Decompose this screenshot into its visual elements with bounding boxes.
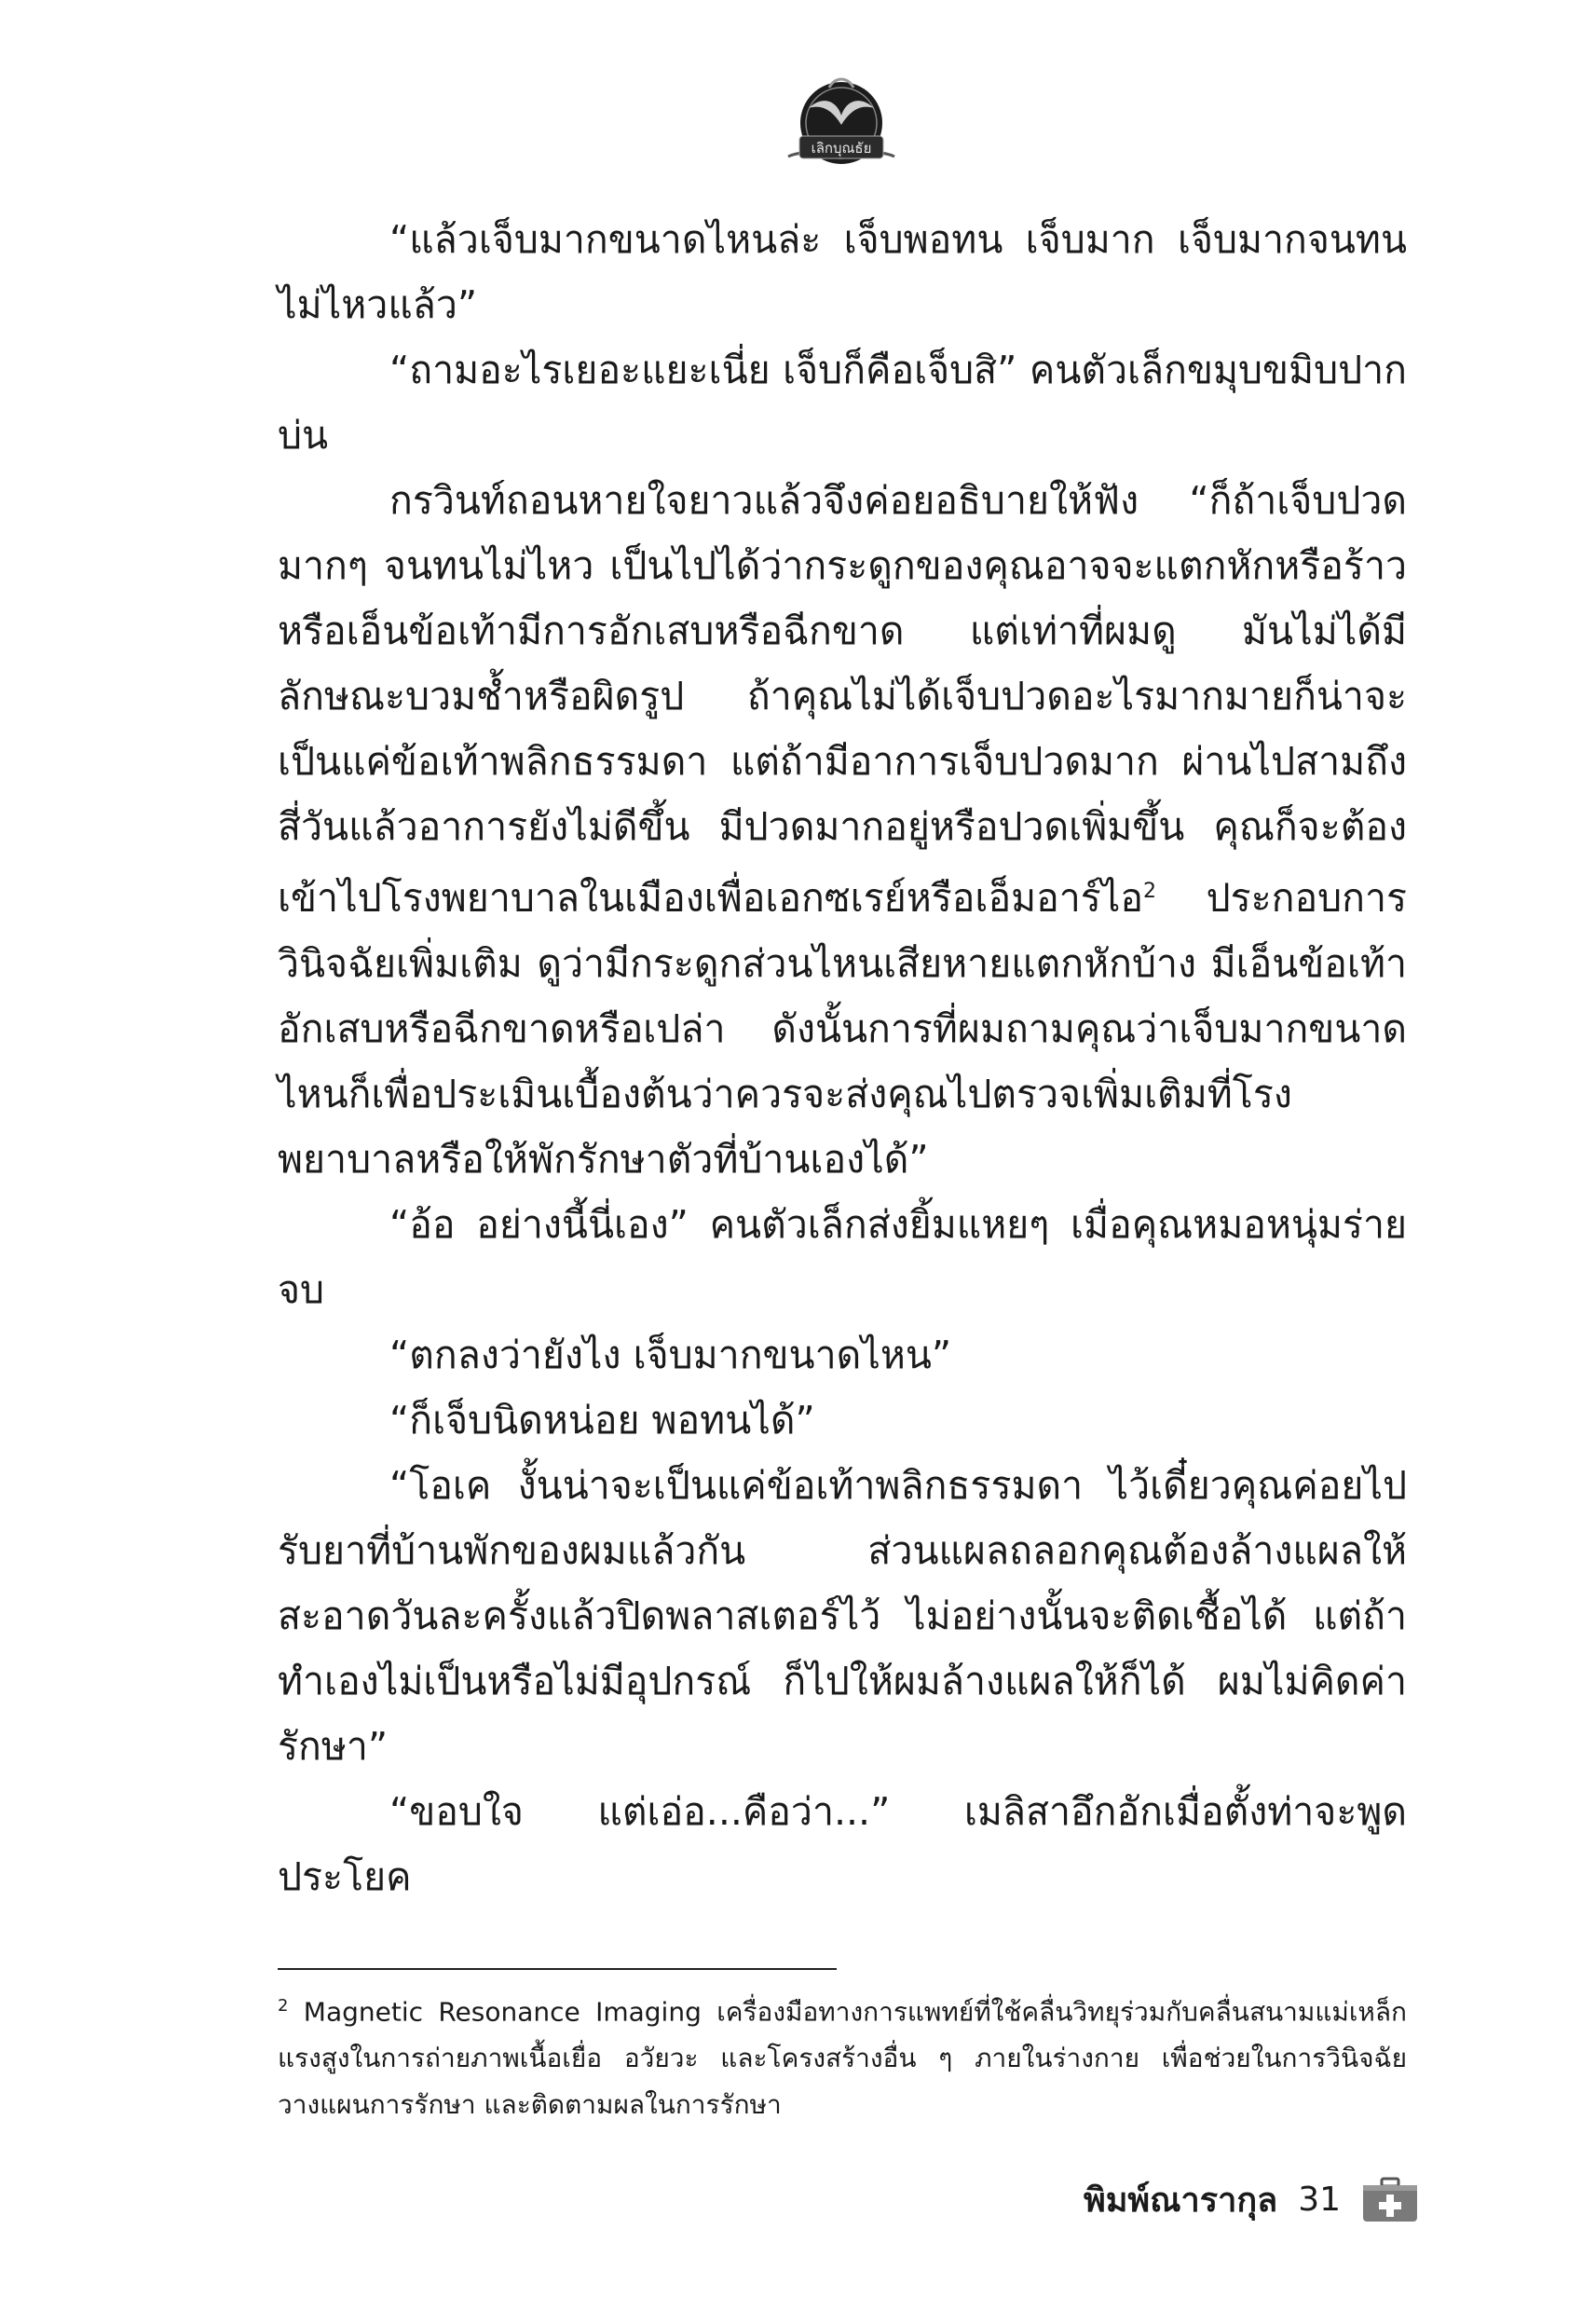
medical-kit-icon: [1361, 2177, 1419, 2223]
paragraph: “ตกลงว่ายังไง เจ็บมากขนาดไหน”: [389, 1332, 952, 1377]
paragraph: “โอเค งั้นน่าจะเป็นแค่ข้อเท้าพลิกธรรมดา ไว้เดี๋ยวคุณค่อยไปรับยาที่บ้านพักของผมแล้วกัน ส่วนแผลถลอกคุณต้องล้างแผลให้สะอาดวันละครั้งแล้วปิดพลาสเตอร์ไว้ ไม่อย่างนั้นจะติดเชื้อได้ แต่ถ้าทำเองไม่เป็นหรือไม่มีอุปกรณ์ ก็ไปให้ผมล้างแผลให้ก็ได้ ผมไม่คิดค่ารักษา”: [278, 1462, 1407, 1769]
paragraph: “แล้วเจ็บมากขนาดไหนล่ะ เจ็บพอทน เจ็บมาก เจ็บมากจนทนไม่ไหวแล้ว”: [278, 217, 1407, 327]
footnote-number: 2: [278, 1996, 289, 2016]
page-number: 31: [1298, 2181, 1341, 2219]
body-text: [278, 207, 1407, 1909]
logo-text: เลิกบุณธัย: [811, 140, 872, 157]
paragraph: “ก็เจ็บนิดหน่อย พอทนได้”: [389, 1397, 815, 1443]
footnote-ref[interactable]: 2: [1143, 880, 1157, 903]
author-name: พิมพ์ณารากุล: [1083, 2181, 1278, 2220]
paragraph: “ขอบใจ แต่เอ่อ...คือว่า...” เมลิสาอึกอักเมื่อตั้งท่าจะพูดประโยค: [278, 1788, 1407, 1899]
paragraph-text: ประกอบการวินิจฉัยเพิ่มเติม ดูว่ามีกระดูกส่วนไหนเสียหายแตกหักบ้าง มีเอ็นข้อเท้าอักเสบหรือฉีกขาดหรือเปล่า ดังนั้นการที่ผมถามคุณว่าเจ็บมากขนาดไหนก็เพื่อประเมินเบื้องต้นว่าควรจะส่งคุณไปตรวจเพิ่มเติมที่โรงพยาบาลหรือให้พักรักษาตัวที่บ้านเองได้”: [278, 875, 1407, 1182]
publisher-logo: [771, 67, 911, 177]
footnote: [278, 1983, 1407, 2128]
footnote-text: Magnetic Resonance Imaging เครื่องมือทางการแพทย์ที่ใช้คลื่นวิทยุร่วมกับคลื่นสนามแม่เหล็กแรงสูงในการถ่ายภาพเนื้อเยื่อ อวัยวะ และโครงสร้างอื่น ๆ ภายในร่างกาย เพื่อช่วยในการวินิจฉัย วางแผนการรักษา และติดตามผลในการรักษา: [278, 1996, 1408, 2121]
paragraph: [278, 468, 1407, 1192]
footnote-divider: [278, 1968, 837, 1970]
paragraph-text: กรวินท์ถอนหายใจยาวแล้วจึงค่อยอธิบายให้ฟัง “ก็ถ้าเจ็บปวดมากๆ จนทนไม่ไหว เป็นไปได้ว่ากระดูกของคุณอาจจะแตกหักหรือร้าว หรือเอ็นข้อเท้ามีการอักเสบหรือฉีกขาด แต่เท่าที่ผมดู มันไม่ได้มีลักษณะบวมช้ำหรือผิดรูป ถ้าคุณไม่ได้เจ็บปวดอะไรมากมายก็น่าจะเป็นแค่ข้อเท้าพลิกธรรมดา แต่ถ้ามีอาการเจ็บปวดมาก ผ่านไปสามถึงสี่วันแล้วอาการยังไม่ดีขึ้น มีปวดมากอยู่หรือปวดเพิ่มขึ้น คุณก็จะต้องเข้าไปโรงพยาบาลในเมืองเพื่อเอกซเรย์หรือเอ็มอาร์ไอ: [278, 478, 1407, 921]
paragraph: “อ้อ อย่างนี้นี่เอง” คนตัวเล็กส่งยิ้มแหยๆ เมื่อคุณหมอหนุ่มร่ายจบ: [278, 1201, 1407, 1312]
page-footer: [1084, 2173, 1419, 2226]
publisher-logo-icon: [771, 67, 911, 177]
paragraph: “ถามอะไรเยอะแยะเนี่ย เจ็บก็คือเจ็บสิ” คนตัวเล็กขมุบขมิบปากบ่น: [278, 348, 1407, 458]
